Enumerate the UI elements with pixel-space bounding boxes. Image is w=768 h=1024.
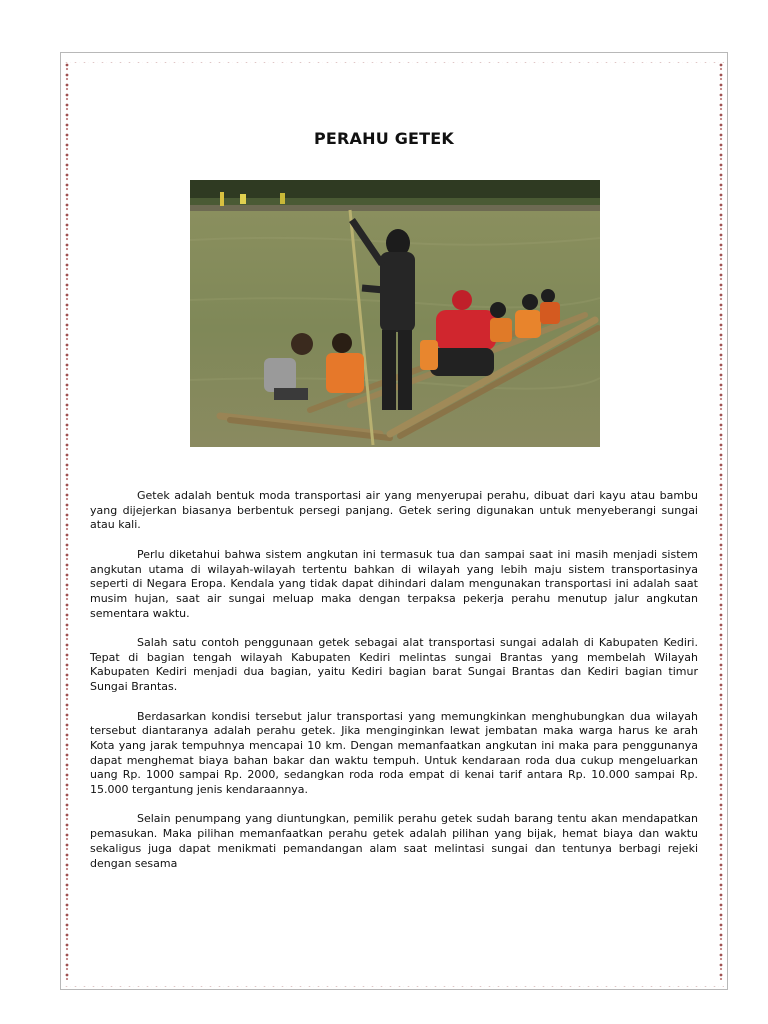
page-title: PERAHU GETEK — [313, 129, 455, 148]
paragraph: Selain penumpang yang diuntungkan, pemilik perahu getek sudah barang tentu akan mendapatkan pemasukan. Maka pilihan memanfaatkan perahu getek adalah pilihan yang bijak, hemat biaya dan waktu sekaligus juga dapat menikmati pemandangan alam saat melintasi sungai dan tentunya berbagi rejeki dengan sesama — [90, 812, 698, 870]
border-dots-left — [63, 62, 71, 980]
bamboo-raft-photo — [190, 180, 600, 447]
paragraph: Perlu diketahui bahwa sistem angkutan ini termasuk tua dan sampai saat ini masih menjadi sistem angkutan utama di wilayah-wilayah tertentu bahkan di wilayah yang lebih maju sistem transportasinya seperti di Negara Eropa. Kendala yang tidak dapat dihindari dalam mengunakan transportasi ini adalah saat musim hujan, saat air sungai meluap maka dengan terpaksa pekerja perahu menutup jalur angkutan sementara waktu. — [90, 547, 698, 620]
article-body — [90, 489, 698, 886]
border-dots-bottom — [64, 979, 724, 987]
paragraph: Getek adalah bentuk moda transportasi air yang menyerupai perahu, dibuat dari kayu atau bambu yang dijejerkan biasanya berbentuk persegi panjang. Getek sering digunakan untuk menyeberangi sungai atau kali. — [90, 489, 698, 532]
paragraph: Salah satu contoh penggunaan getek sebagai alat transportasi sungai adalah di Kabupaten Kediri. Tepat di bagian tengah wilayah Kabupaten Kediri melintas sungai Brantas yang membelah Wilayah Kabupaten Kediri menjadi dua bagian, yaitu Kediri bagian barat Sungai Brantas dan Kediri bagian timur Sungai Brantas. — [90, 636, 698, 694]
border-dots-right — [717, 62, 725, 980]
border-dots-top — [64, 55, 724, 63]
paragraph: Berdasarkan kondisi tersebut jalur transportasi yang memungkinkan menghubungkan dua wilayah tersebut diantaranya adalah perahu getek. Jika menginginkan lewat jembatan maka warga harus ke arah Kota yang jarak tempuhnya mencapai 10 km. Dengan memanfaatkan angkutan ini maka para penggunanya dapat menghemat biaya bahan bakar dan waktu tempuh. Untuk kendaraan roda dua cukup mengeluarkan uang Rp. 1000 sampai Rp. 2000, sedangkan roda roda empat di kenai tarif antara Rp. 10.000 sampai Rp. 15.000 tergantung jenis kendaraannya. — [90, 709, 698, 797]
